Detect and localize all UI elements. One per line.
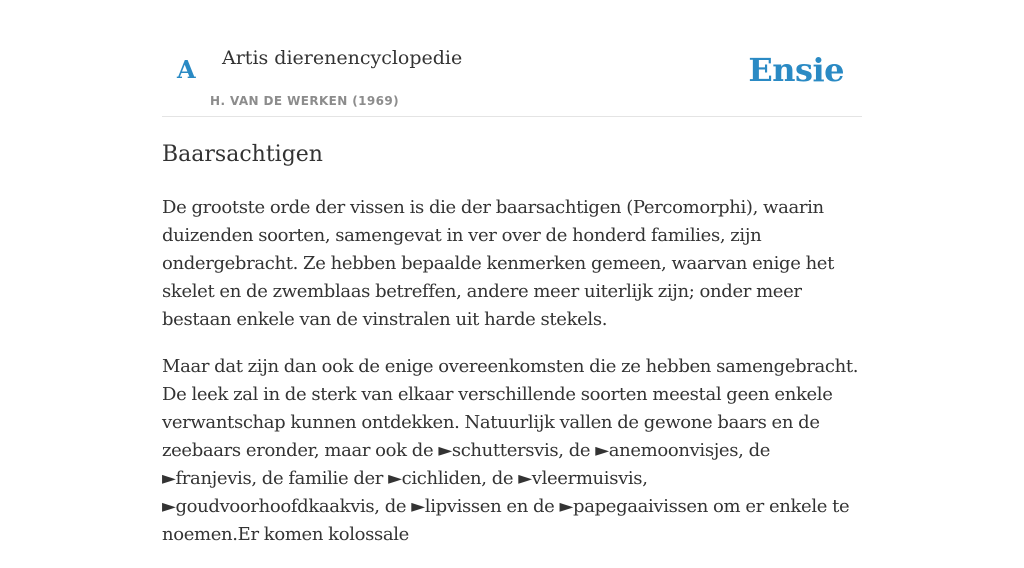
author-label: H. VAN DE WERKEN (1969) — [210, 94, 400, 108]
article — [162, 138, 862, 568]
article-headword: Baarsachtigen — [162, 142, 323, 167]
article-paragraph: Maar dat zijn dan ook de enige overeenkomsten die ze hebben samengebracht. De leek zal in de sterk van elkaar verschillende soorten meestal geen enkele verwantschap kunnen ontdekken. Natuurlijk vallen de gewone baars en de zeebaars eronder, maar ook de ►schuttersvis, de ►anemoonvisjes, de ►franjevis, de familie der ►cichliden, de ►vleermuisvis, ►goudvoorhoofdkaakvis, de ►lipvissen en de ►papegaaivissen om er enkele te noemen.Er komen kolossale — [162, 356, 859, 545]
header — [162, 0, 862, 117]
article-paragraph: De grootste orde der vissen is die der baarsachtigen (Percomorphi), waarin duizenden soorten, samengevat in ver over de honderd families, zijn ondergebracht. Ze hebben bepaalde kenmerken gemeen, waarvan enige het skelet en de zwemblaas betreffen, andere meer uiterlijk zijn; onder meer bestaan enkele van de vinstralen uit harde stekels. — [162, 197, 834, 330]
encyclopedia-title-link[interactable]: Artis dierenencyclopedie — [222, 47, 463, 69]
ensie-logo-link[interactable]: Ensie — [748, 51, 844, 89]
index-letter-link[interactable]: A — [177, 55, 196, 84]
